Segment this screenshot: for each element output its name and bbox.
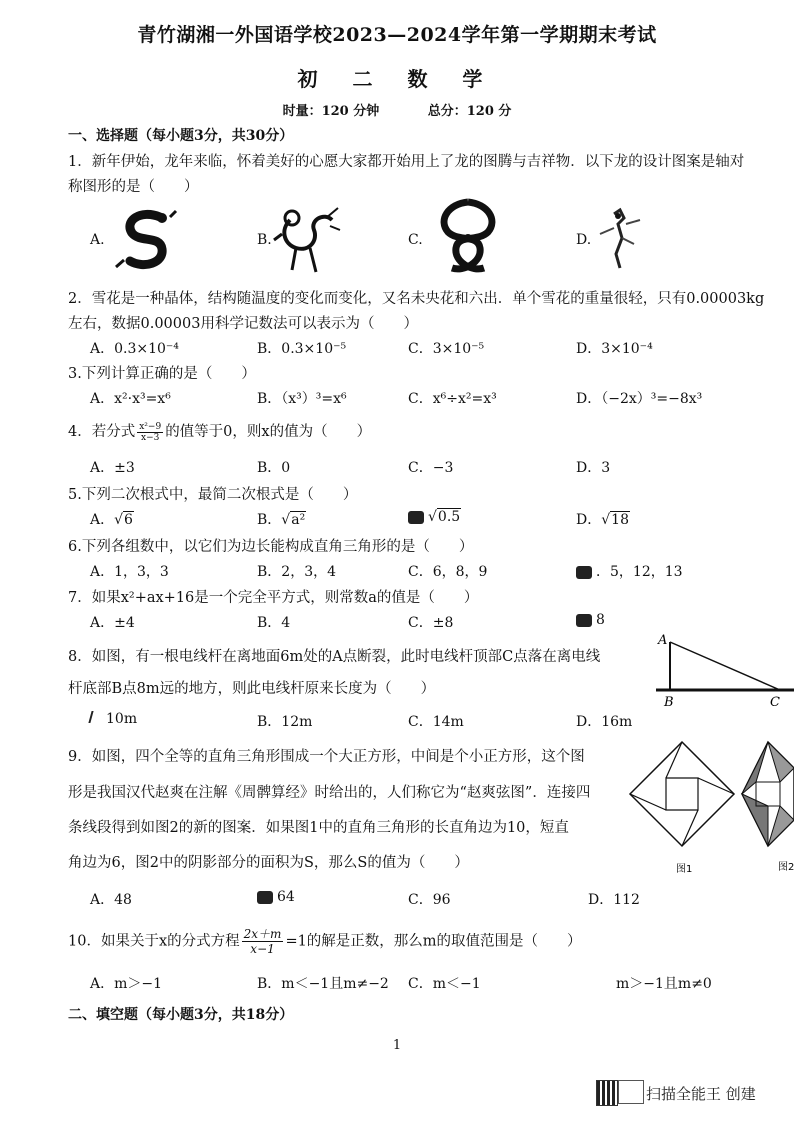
q10-pre: 10．如果关于x的分式方程 bbox=[68, 933, 240, 950]
q7-option-a: A．±4 bbox=[90, 615, 135, 631]
ink-mark bbox=[88, 711, 99, 723]
q7-option-b: B．4 bbox=[257, 615, 291, 631]
q10-denominator: x−1 bbox=[250, 942, 275, 956]
q9-figures bbox=[618, 738, 794, 878]
q8-label-c: C bbox=[770, 695, 780, 710]
q5-option-c bbox=[408, 509, 461, 525]
q8-option-a bbox=[90, 711, 137, 727]
q4-pre: 4．若分式 bbox=[68, 424, 136, 440]
q8-option-a-text: 10m bbox=[106, 711, 138, 727]
q8-label-b: B bbox=[664, 695, 674, 710]
fig1-caption: 图1 bbox=[676, 864, 693, 875]
q1-option-b: B. bbox=[257, 232, 272, 248]
q6-line1: 6.下列各组数中，以它们为边长能构成直角三角形的是（ ） bbox=[68, 539, 474, 555]
ink-blot bbox=[576, 566, 592, 579]
q8-line1: 8．如图，有一根电线杆在离地面6m处的A点断裂，此时电线杆顶部C点落在离电线 bbox=[68, 649, 601, 665]
q5-sqrt-b: √a² bbox=[281, 512, 306, 528]
ink-blot bbox=[408, 511, 424, 524]
q1-option-d: D. bbox=[576, 232, 592, 248]
q5-option-b-label: B． bbox=[257, 512, 282, 528]
q4-fraction bbox=[137, 422, 163, 443]
q9-line2: 形是我国汉代赵爽在注解《周髀算经》时给出的，人们称它为“赵爽弦图”．连接四 bbox=[68, 785, 591, 801]
fig2-caption: 图2 bbox=[778, 862, 794, 873]
q5-sqrt-a: √6 bbox=[114, 512, 133, 528]
ink-blot bbox=[576, 614, 592, 627]
q5-radicand-d: 18 bbox=[611, 512, 629, 528]
q8-line2: 杆底部B点8m远的地方，则此电线杆原来长度为（ ） bbox=[68, 681, 436, 697]
q4-stem bbox=[68, 420, 371, 443]
q8-triangle-figure bbox=[652, 628, 794, 710]
time-limit: 时量：120 分钟 bbox=[282, 104, 380, 119]
exam-meta bbox=[0, 100, 794, 119]
q5-option-d bbox=[576, 509, 630, 529]
q2-line1: 2．雪花是一种晶体，结构随温度的变化而变化，又名未央花和六出．单个雪花的重量很轻，只有0.00003kg bbox=[68, 291, 765, 307]
q4-option-b: B．0 bbox=[257, 460, 291, 476]
q4-option-a: A．±3 bbox=[90, 460, 135, 476]
q8-option-d: D．16m bbox=[576, 714, 633, 730]
q7-option-d-text: 8 bbox=[596, 612, 605, 628]
q5-sqrt-d: √18 bbox=[601, 512, 629, 528]
q5-radicand-a: 6 bbox=[124, 512, 133, 528]
subject-title: 初 二 数 学 bbox=[297, 67, 497, 91]
q5-sqrt-c: √0.5 bbox=[428, 509, 461, 525]
q9-option-b-text: 64 bbox=[277, 889, 295, 905]
q2-option-b: B．0.3×10⁻⁵ bbox=[257, 341, 347, 357]
q2-line2: 左右，数据0.00003用科学记数法可以表示为（ ） bbox=[68, 316, 418, 332]
q6-option-a: A．1，3，3 bbox=[90, 564, 169, 580]
q7-option-c: C．±8 bbox=[408, 615, 454, 631]
ink-blot bbox=[257, 891, 273, 904]
q8-option-b: B．12m bbox=[257, 714, 313, 730]
dragon-a-image bbox=[110, 205, 180, 275]
q6-option-d bbox=[576, 561, 683, 581]
q1-option-c: C. bbox=[408, 232, 423, 248]
q5-option-a-label: A． bbox=[90, 512, 115, 528]
q7-line1: 7．如果x²+ax+16是一个完全平方式，则常数a的值是（ ） bbox=[68, 590, 479, 606]
q5-option-d-label: D． bbox=[576, 512, 602, 528]
q9-option-d: D．112 bbox=[588, 892, 640, 908]
app-logo-icon bbox=[618, 1080, 644, 1104]
q5-radicand-b: a² bbox=[291, 512, 306, 528]
q1-line1: 1．新年伊始，龙年来临，怀着美好的心愿大家都开始用上了龙的图腾与吉祥物．以下龙的设计图案是轴对 bbox=[68, 154, 745, 170]
q10-option-a: A．m＞−1 bbox=[90, 976, 163, 992]
q3-line1: 3.下列计算正确的是（ ） bbox=[68, 366, 256, 382]
q10-post: =1的解是正数，那么m的取值范围是（ ） bbox=[285, 933, 582, 950]
q9-line1: 9．如图，四个全等的直角三角形围成一个大正方形，中间是个小正方形，这个图 bbox=[68, 749, 585, 765]
zhao-shuang-figure-2 bbox=[742, 742, 794, 873]
dragon-b-image bbox=[270, 200, 342, 280]
total-score: 总分：120 分 bbox=[427, 104, 512, 119]
q10-numerator: 2x＋m bbox=[243, 927, 282, 941]
q3-option-b: B．（x³）³=x⁶ bbox=[257, 391, 347, 407]
dragon-d-image bbox=[590, 204, 650, 274]
q3-option-a: A．x²·x³=x⁶ bbox=[90, 391, 171, 407]
page-number: 1 bbox=[392, 1038, 402, 1053]
q8-label-a: A bbox=[658, 633, 668, 648]
q10-option-d: m＞−1且m≠0 bbox=[616, 976, 712, 992]
q7-option-d bbox=[576, 612, 605, 628]
q1-line2: 称图形的是（ ） bbox=[68, 179, 199, 195]
q2-option-d: D．3×10⁻⁴ bbox=[576, 341, 653, 357]
q3-option-d: D．（−2x）³=−8x³ bbox=[576, 391, 703, 407]
q4-option-c: C．−3 bbox=[408, 460, 454, 476]
q2-option-a: A．0.3×10⁻⁴ bbox=[90, 341, 179, 357]
q5-option-a bbox=[90, 509, 134, 529]
q5-radicand-c: 0.5 bbox=[437, 509, 461, 525]
q6-option-b: B．2，3，4 bbox=[257, 564, 337, 580]
q9-option-a: A．48 bbox=[90, 892, 132, 908]
q5-line1: 5.下列二次根式中，最简二次根式是（ ） bbox=[68, 487, 358, 503]
dragon-c-image bbox=[428, 196, 508, 280]
q10-option-b: B．m＜−1且m≠−2 bbox=[257, 976, 389, 992]
q4-numerator: x²−9 bbox=[139, 421, 162, 432]
q4-option-d: D．3 bbox=[576, 460, 611, 476]
exam-title: 青竹湖湘一外国语学校2023—2024学年第一学期期末考试 bbox=[137, 24, 657, 46]
q9-line3: 条线段得到如图2的新的图案．如果图1中的直角三角形的长直角边为10，短直 bbox=[68, 820, 569, 836]
q6-option-d-text: ．5，12，13 bbox=[596, 564, 683, 580]
q1-option-a: A. bbox=[90, 232, 105, 248]
scanner-watermark: 扫描全能王 创建 bbox=[646, 1085, 756, 1103]
q3-option-c: C．x⁶÷x²=x³ bbox=[408, 391, 497, 407]
q4-denominator: x−3 bbox=[141, 432, 160, 443]
section-2-title: 二、填空题（每小题3分，共18分） bbox=[68, 1007, 294, 1023]
q9-option-c: C．96 bbox=[408, 892, 451, 908]
q9-line4: 角边为6，图2中的阴影部分的面积为S，那么S的值为（ ） bbox=[68, 855, 469, 871]
section-1-title: 一、选择题（每小题3分，共30分） bbox=[68, 128, 294, 144]
qr-code-icon bbox=[596, 1080, 618, 1106]
q9-option-b bbox=[257, 889, 295, 905]
q4-post: 的值等于0，则x的值为（ ） bbox=[165, 424, 372, 440]
q10-stem bbox=[68, 927, 582, 956]
q5-option-b bbox=[257, 509, 306, 529]
q2-option-c: C．3×10⁻⁵ bbox=[408, 341, 485, 357]
q8-option-c: C．14m bbox=[408, 714, 464, 730]
q6-option-c: C．6，8，9 bbox=[408, 564, 488, 580]
zhao-shuang-figure-1 bbox=[630, 742, 734, 875]
q10-fraction bbox=[242, 927, 284, 956]
q10-option-c: C．m＜−1 bbox=[408, 976, 481, 992]
